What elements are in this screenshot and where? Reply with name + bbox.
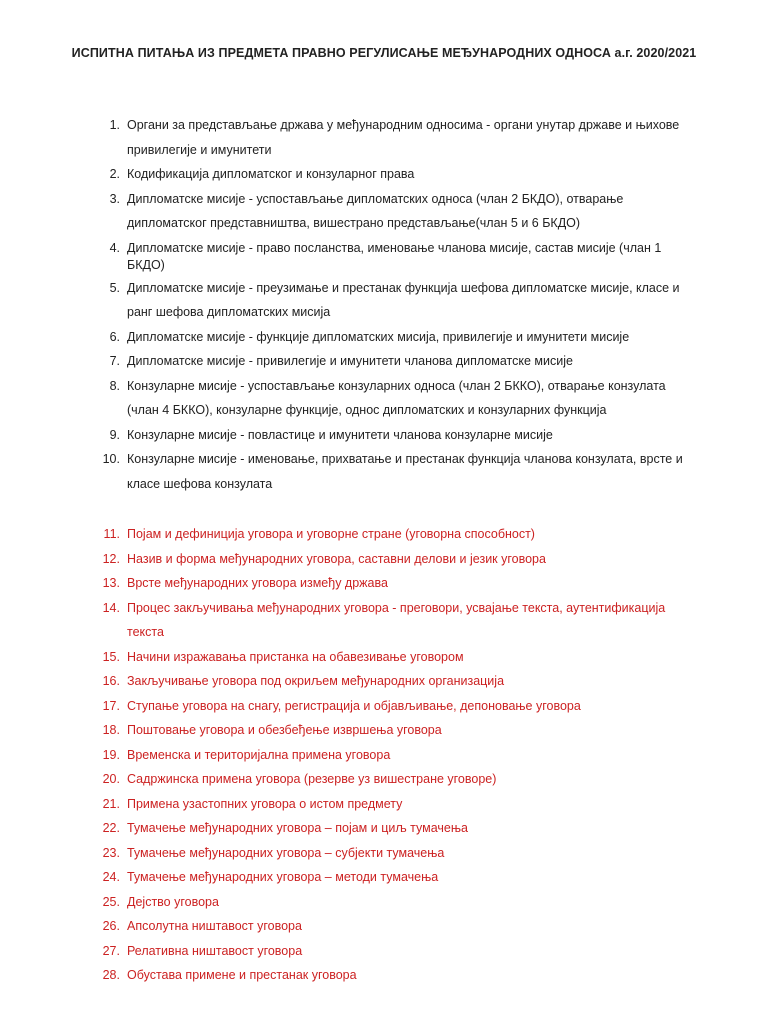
question-text: Обустава примене и престанак уговора: [127, 968, 357, 982]
question-item: [0, 841, 768, 866]
question-text: Тумачење међународних уговора – методи тумачења: [127, 870, 439, 884]
question-number: 11.: [103, 527, 120, 541]
question-item: [0, 718, 768, 743]
question-text: Конзуларне мисије - повластице и имунитети чланова конзуларне мисије: [127, 427, 553, 442]
question-text: Релативна ништавост уговора: [127, 943, 303, 958]
question-item: [0, 349, 768, 374]
question-text: Временска и територијална примена уговора: [127, 747, 391, 762]
question-item: [0, 792, 768, 817]
question-text: Садржинска примена уговора (резерве уз вишестране уговоре): [127, 772, 497, 786]
question-text: Процес закључивања међународних уговора - преговори, усвајање текста, аутентификација текста: [127, 600, 666, 639]
question-text: Ступање уговора на снагу, регистрација и објављивање, депоновање уговора: [127, 698, 581, 713]
question-number: 25.: [102, 894, 120, 909]
question-text: Органи за представљање држава у међународним односима - органи унутар државе и њихове привилегије и имунитети: [127, 118, 680, 157]
question-item: [0, 890, 768, 915]
question-text: Закључивање уговора под окриљем међународних организација: [127, 674, 505, 688]
question-number: 6.: [109, 329, 120, 344]
question-text: Дипломатске мисије - успостављање дипломатских односа (члан 2 БКДО), отварање дипломатског представништва, вишестрано представљање(члан 5 и 6 БКДО): [127, 191, 624, 230]
question-number: 13.: [102, 576, 120, 590]
question-item: [0, 645, 768, 670]
question-item: [0, 374, 768, 423]
question-item: [0, 596, 768, 645]
question-text: Дипломатске мисије - привилегије и имунитети чланова дипломатске мисије: [127, 354, 573, 368]
question-number: 1.: [109, 118, 120, 132]
question-number: 19.: [102, 747, 120, 762]
question-number: 12.: [102, 551, 120, 566]
question-number: 20.: [102, 772, 120, 786]
question-number: 9.: [109, 427, 120, 442]
question-number: 5.: [109, 280, 120, 295]
question-number: 16.: [102, 674, 120, 688]
question-text: Врсте међународних уговора између држава: [127, 576, 388, 590]
question-number: 15.: [102, 649, 120, 664]
question-number: 26.: [102, 919, 120, 933]
question-item: [0, 963, 768, 988]
question-item: [0, 865, 768, 890]
question-number: 27.: [102, 943, 120, 958]
exam-questions-list: [0, 113, 768, 988]
question-text: Назив и форма међународних уговора, саставни делови и језик уговора: [127, 551, 546, 566]
question-number: 21.: [102, 796, 120, 811]
question-item: [0, 816, 768, 841]
question-number: 8.: [109, 378, 120, 393]
question-text: Кодификација дипломатског и конзуларног права: [127, 167, 415, 181]
question-item: [0, 767, 768, 792]
question-item: [0, 522, 768, 547]
question-text: Начини изражавања пристанка на обавезивање уговором: [127, 649, 464, 664]
question-text: Појам и дефиниција уговора и уговорне стране (уговорна способност): [127, 527, 535, 541]
question-number: 23.: [102, 845, 120, 860]
question-number: 7.: [109, 354, 120, 368]
question-item: [0, 669, 768, 694]
question-number: 18.: [102, 723, 120, 737]
question-text: Примена узастопних уговора о истом предмету: [127, 796, 403, 811]
question-item: [0, 743, 768, 768]
question-item: [0, 547, 768, 572]
question-item: [0, 113, 768, 162]
question-text: Дејство уговора: [127, 894, 219, 909]
question-text: Поштовање уговора и обезбеђење извршења уговора: [127, 723, 442, 737]
question-item: [0, 939, 768, 964]
question-number: 17.: [102, 698, 120, 713]
question-text: Конзуларне мисије - успостављање конзуларних односа (члан 2 БККО), отварање конзулата (члан 4 БККО), конзуларне функције, однос дипломатских и конзуларних функција: [127, 378, 666, 417]
question-item: [0, 914, 768, 939]
question-item: [0, 276, 768, 325]
question-item: [0, 162, 768, 187]
question-number: 24.: [102, 870, 120, 884]
document-title: ИСПИТНА ПИТАЊА ИЗ ПРЕДМЕТА ПРАВНО РЕГУЛИСАЊЕ МЕЂУНАРОДНИХ ОДНОСА а.г. 2020/2021: [71, 46, 697, 60]
question-number: 2.: [109, 167, 120, 181]
question-item: [0, 571, 768, 596]
question-item: [0, 447, 768, 496]
question-text: Конзуларне мисије - именовање, прихватање и престанак функција чланова конзулата, врсте и класе шефова конзулата: [127, 452, 683, 491]
question-item: [0, 694, 768, 719]
question-text: Тумачење међународних уговора – појам и циљ тумачења: [127, 821, 468, 835]
question-item: [0, 236, 768, 276]
question-number: 14.: [102, 600, 120, 615]
question-item: [0, 325, 768, 350]
question-number: 3.: [109, 191, 120, 206]
question-text: Дипломатске мисије - право посланства, именовање чланова мисије, састав мисије (члан 1 БКДО): [127, 240, 662, 272]
question-text: Дипломатске мисије - преузимање и престанак функција шефова дипломатске мисије, класе и ранг шефова дипломатских мисија: [127, 280, 680, 319]
question-item: [0, 187, 768, 236]
question-number: 4.: [109, 240, 120, 255]
question-number: 22.: [102, 821, 120, 835]
question-text: Тумачење међународних уговора – субјекти тумачења: [127, 845, 445, 860]
question-number: 10.: [102, 452, 120, 466]
question-text: Апсолутна ништавост уговора: [127, 919, 302, 933]
question-number: 28.: [102, 968, 120, 982]
question-item: [0, 423, 768, 448]
question-text: Дипломатске мисије - функције дипломатских мисија, привилегије и имунитети мисије: [127, 329, 630, 344]
section-spacer: [0, 496, 768, 522]
